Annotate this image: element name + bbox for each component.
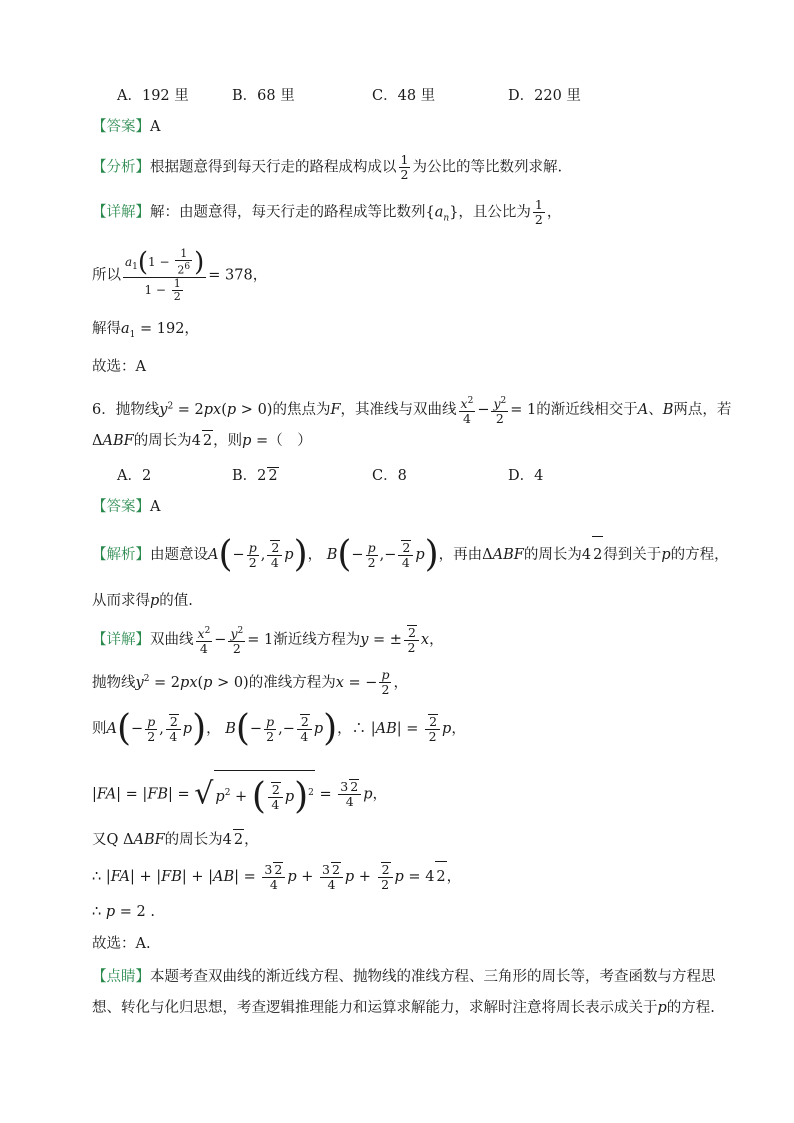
detail-text: 渐近线方程为 — [273, 632, 361, 649]
comment-text: 本题考查双曲线的渐近线方程、抛物线的准线方程、三角形的周长等，考查函数与方程思 — [150, 969, 716, 985]
fraction-half: $\frac{1}{2}$ — [534, 197, 543, 227]
q6-detail-line-7: ∴ p = 2 . — [92, 904, 155, 920]
detail-tag: 【详解】 — [92, 204, 150, 221]
q6-option-a: A．2 — [117, 468, 152, 484]
analysis-text: 的值. — [159, 593, 193, 609]
q6-detail-line-6: ∴ |FA| + |FB| + |AB| = $\frac{3 2}{4}$ p + $\frac{3 2}{4}$ p + $\frac{2}{2}$ p = 4 2， — [92, 862, 462, 892]
analysis-line — [92, 153, 754, 182]
detail-line-2 — [92, 248, 754, 303]
option-b: B．68 里 — [232, 88, 295, 104]
comment-text: 想、转化与化归思想，考查逻辑推理能力和运算求解能力，求解时注意将周长表示成关于 — [92, 1000, 658, 1016]
answer-tag: 【答案】 — [92, 499, 150, 515]
detail-text-end: = 378， — [208, 267, 268, 284]
q6-text: 的焦点为 — [272, 402, 331, 419]
analysis-text: 根据题意得到每天行走的路程成构成以 — [150, 159, 397, 176]
q6-detail-line-1: 【详解】双曲线 $\frac{x^2}{4}$ − $\frac{y^2}{2}$ = 1渐近线方程为y = ± $\frac{2}{2}$ x， — [92, 625, 444, 657]
q6-text: 的渐近线相交于 — [536, 402, 638, 419]
detail-tag: 【详解】 — [92, 632, 150, 649]
option-a: A．192 里 — [117, 88, 189, 104]
q6-detail-line-2: 抛物线$y^2 = 2px(p > 0)$的准线方程为x = − $\frac{p}{2}$ ， — [92, 667, 408, 698]
analysis-text-end: 为公比的等比数列求解. — [412, 159, 563, 176]
detail-text: 双曲线 — [150, 632, 194, 649]
q6-text: 两点，若 — [673, 402, 732, 419]
answer-value: A — [150, 119, 161, 135]
detail-text: ， — [393, 674, 408, 691]
q6-number: 6．抛物线 — [92, 402, 160, 419]
detail-text: ， — [244, 832, 259, 848]
analysis-tag: 【解析】 — [92, 547, 150, 563]
q6-text: ，则 — [213, 433, 243, 449]
q6-comment-line-2: 想、转化与化归思想，考查逻辑推理能力和运算求解能力，求解时注意将周长表示成关于p的方程. — [92, 1000, 715, 1016]
q6-stem-line-1: 6．抛物线$y^2 = 2px(p > 0)$的焦点为F，其准线与双曲线 $\frac{x^2}{4}$ − $\frac{y^2}{2}$ = 1的渐近线相交于A、B两点，若 — [92, 396, 732, 427]
detail-text: 所以 — [92, 267, 121, 284]
detail-line-1: 【详解】解：由题意得，每天行走的路程成等比数列$\{a_n\}$，且公比为 $\frac{1}{2}$ ， — [92, 197, 562, 227]
analysis-text: 的周长为 — [523, 547, 582, 563]
option-d: D．220 里 — [508, 88, 581, 104]
detail-text: 则 — [92, 721, 107, 737]
answer-tag: 【答案】 — [92, 119, 150, 135]
detail-text: 的周长为 — [164, 832, 223, 848]
fraction-half: $\frac{1}{2}$ — [400, 152, 409, 182]
q6-option-d: D．4 — [508, 468, 544, 484]
analysis-text: ，再由 — [438, 547, 483, 563]
answer-line — [92, 117, 754, 137]
answer-value: A — [150, 499, 161, 515]
detail-text: 解得 — [92, 321, 121, 337]
q6-comment-line-1 — [92, 967, 754, 987]
detail-line-4: 故选：A — [92, 359, 146, 375]
q6-answer-line — [92, 497, 754, 517]
detail-text: 又 — [92, 832, 107, 848]
q6-text: ，其准线与双曲线 — [340, 402, 457, 419]
comment-tag: 【点睛】 — [92, 969, 150, 985]
q6-detail-line-8: 故选：A. — [92, 936, 151, 952]
detail-text-mid: ，且公比为 — [458, 204, 531, 221]
hyperbola-y: $\frac{y^2}{2}$ — [493, 396, 507, 427]
q6-detail-line-5: 又Q ΔABF的周长为4 2， — [92, 829, 754, 850]
detail-text: 解：由题意得，每天行走的路程成等比数列 — [150, 204, 426, 221]
q6-analysis-line-2: 从而求得p的值. — [92, 593, 193, 609]
q6-detail-line-3: 则A(− $\frac{p}{2}$ , $\frac{2}{4}$ p)， B(− $\frac{p}{2}$ ,− $\frac{2}{4}$ p)，∴ |AB| = $\frac{2}{2}$ p， — [92, 708, 466, 749]
hyperbola-x: $\frac{x^2}{4}$ — [460, 396, 474, 427]
q6-option-c: C．8 — [372, 468, 407, 484]
analysis-text: 得到关于 — [603, 547, 662, 563]
comment-text-end: 的方程. — [666, 1000, 715, 1016]
q6-stem-line-2: ΔABF的周长为4 2，则p =（ ） — [92, 430, 754, 451]
detail-text: 的准线方程为 — [248, 674, 336, 691]
q6-detail-line-4: |FA| = |FB| = √ $p^2$ + ( $\frac{2}{4}$ p)$^2$ = $\frac{3 2}{4}$ p， — [92, 770, 754, 819]
analysis-tag: 【分析】 — [92, 159, 150, 176]
sum-formula: $a_1(1$ − $\frac{1}{2^6}$ ) 1 − $\frac{1}{2}$ — [125, 247, 205, 303]
q6-blank: （ ） — [268, 433, 312, 449]
q6-option-b: B．2 2 — [232, 468, 278, 484]
detail-text: 抛物线 — [92, 674, 136, 691]
detail-text: ， — [451, 721, 466, 737]
q6-analysis-line-1: 【解析】由题意设A(− $\frac{p}{2}$ , $\frac{2}{4}$ p)， B(− $\frac{p}{2}$ ,− $\frac{2}{4}$ p)，再由ΔABF的周长为4 2得到关于p的方程， — [92, 534, 729, 575]
analysis-text: 的方程， — [670, 547, 729, 563]
analysis-text: 从而求得 — [92, 593, 150, 609]
analysis-text: 由题意设 — [150, 547, 208, 563]
detail-text: ， — [429, 632, 444, 649]
detail-line-3: 解得$a_1 = 192$， — [92, 321, 199, 340]
option-c: C．48 里 — [372, 88, 436, 104]
detail-text-end: = 192， — [140, 321, 199, 337]
q6-text: 的周长为 — [133, 433, 192, 449]
detail-text-end: ， — [546, 204, 562, 221]
